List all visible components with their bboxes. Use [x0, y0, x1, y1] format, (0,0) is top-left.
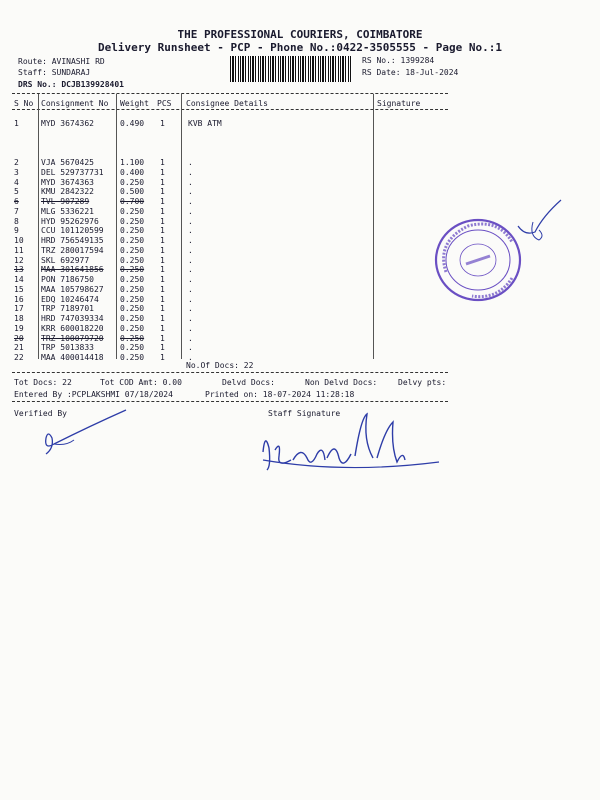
table-row	[0, 226, 440, 236]
row-pcs: 1	[160, 265, 165, 275]
delivery-stamp	[428, 212, 528, 308]
row-consignee: .	[188, 245, 193, 255]
row-sno: 12	[14, 255, 24, 265]
row-consignment-no: PON 7186750	[41, 275, 94, 284]
row-consignment-no: HRD 756549135	[41, 236, 104, 245]
row-weight: 0.250	[120, 255, 145, 265]
row-pcs: 1	[160, 158, 165, 167]
row-consignee: .	[188, 294, 193, 304]
no-of-docs: No.Of Docs: 22	[186, 361, 254, 370]
row-consignee: .	[188, 236, 193, 245]
row-weight: 0.250	[120, 353, 145, 362]
row-sno: 17	[14, 304, 24, 314]
table-row	[0, 275, 440, 285]
row-pcs: 1	[160, 314, 165, 323]
drs-number: DRS No.: DCJB139928401	[18, 80, 124, 89]
row-sno: 14	[14, 275, 24, 284]
tot-docs: Tot Docs: 22	[14, 378, 72, 387]
entered-by: Entered By :PCPLAKSHMI 07/18/2024	[14, 390, 173, 399]
rs-date: RS Date: 18-Jul-2024	[362, 68, 459, 77]
row-pcs: 1	[160, 245, 165, 255]
row-consignment-no: MAA 105798627	[41, 284, 104, 294]
table-row	[0, 256, 440, 266]
row-weight: 0.250	[120, 177, 145, 187]
row-weight: 0.250	[120, 314, 145, 323]
row-consignee: .	[188, 167, 193, 177]
row-weight: 0.500	[120, 187, 145, 197]
col-header-sno: S No	[14, 99, 34, 108]
row-consignee: .	[188, 284, 193, 294]
row-consignee: .	[188, 314, 193, 323]
table-row	[0, 178, 440, 188]
row-consignment-no: CCU 101120599	[41, 226, 104, 236]
tot-cod-amt: Tot COD Amt: 0.00	[100, 378, 182, 387]
table-row	[0, 217, 440, 227]
row-pcs: 1	[160, 284, 165, 294]
row-pcs: 1	[160, 353, 165, 362]
table-row	[0, 119, 440, 129]
row-sno: 5	[14, 187, 19, 197]
row-weight: 0.250	[120, 236, 145, 245]
row-consignee: .	[188, 226, 193, 236]
row-sno: 7	[14, 206, 19, 216]
row-pcs: 1	[160, 236, 165, 245]
table-top-rule	[12, 93, 448, 94]
non-delvd-docs: Non Delvd Docs:	[305, 378, 378, 387]
table-row	[0, 314, 440, 324]
row-weight: 0.250	[120, 245, 145, 255]
row-consignee: .	[188, 206, 193, 216]
row-consignee: .	[188, 323, 193, 333]
row-consignee: .	[188, 343, 193, 353]
table-bottom-rule	[12, 372, 448, 373]
row-sno: 22	[14, 353, 24, 362]
row-sno: 18	[14, 314, 24, 323]
table-row	[0, 334, 440, 344]
row-pcs: 1	[160, 197, 165, 206]
row-sno: 1	[14, 119, 19, 128]
row-pcs: 1	[160, 304, 165, 314]
signature-tick	[515, 196, 565, 248]
row-consignment-no: MAA 301641856	[41, 265, 104, 275]
row-sno: 3	[14, 167, 19, 177]
footer-rule	[12, 401, 448, 402]
row-sno: 4	[14, 177, 19, 187]
row-pcs: 1	[160, 323, 165, 333]
table-row	[0, 246, 440, 256]
row-consignee: .	[188, 197, 193, 206]
table-row	[0, 285, 440, 295]
table-row	[0, 265, 440, 275]
row-consignee: KVB ATM	[188, 119, 222, 128]
row-weight: 0.250	[120, 275, 145, 284]
row-sno: 2	[14, 158, 19, 167]
row-weight: 0.250	[120, 294, 145, 304]
row-consignee: .	[188, 333, 193, 343]
barcode	[230, 56, 352, 82]
row-sno: 16	[14, 294, 24, 304]
col-header-consignee: Consignee Details	[186, 99, 268, 108]
row-consignee: .	[188, 177, 193, 187]
col-header-pcs: PCS	[157, 99, 172, 108]
row-pcs: 1	[160, 187, 165, 197]
row-weight: 0.250	[120, 226, 145, 236]
row-weight: 0.700	[120, 197, 145, 206]
row-consignment-no: TRP 7189701	[41, 304, 94, 314]
verified-by-label: Verified By	[14, 409, 67, 418]
row-sno: 11	[14, 245, 24, 255]
col-header-weight: Weight	[120, 99, 149, 108]
row-pcs: 1	[160, 226, 165, 236]
row-sno: 9	[14, 226, 19, 236]
row-sno: 8	[14, 216, 19, 226]
row-pcs: 1	[160, 255, 165, 265]
row-consignee: .	[188, 265, 193, 275]
staff-label: Staff: SUNDARAJ	[18, 68, 91, 77]
row-sno: 13	[14, 265, 24, 275]
rs-number: RS No.: 1399284	[362, 56, 435, 65]
row-weight: 0.250	[120, 304, 145, 314]
row-consignment-no: EDQ 10246474	[41, 294, 99, 304]
row-consignment-no: HYD 95262976	[41, 216, 99, 226]
row-weight: 0.490	[120, 119, 145, 128]
table-row	[0, 207, 440, 217]
row-consignment-no: VJA 5670425	[41, 158, 94, 167]
row-weight: 0.250	[120, 206, 145, 216]
row-pcs: 1	[160, 294, 165, 304]
row-pcs: 1	[160, 333, 165, 343]
row-weight: 0.250	[120, 284, 145, 294]
row-consignee: .	[188, 255, 193, 265]
row-consignee: .	[188, 216, 193, 226]
table-row	[0, 197, 440, 207]
row-consignment-no: MYD 3674362	[41, 119, 94, 128]
runsheet-subtitle: Delivery Runsheet - PCP - Phone No.:0422-3505555 - Page No.:1	[98, 41, 502, 54]
row-weight: 0.250	[120, 216, 145, 226]
row-consignment-no: TRZ 100079720	[41, 333, 104, 343]
row-sno: 6	[14, 197, 19, 206]
verified-by-signature	[40, 408, 130, 456]
row-sno: 10	[14, 236, 24, 245]
table-header-rule	[12, 109, 448, 110]
row-consignment-no: SKL 692977	[41, 255, 90, 265]
row-pcs: 1	[160, 206, 165, 216]
row-consignment-no: DEL 529737731	[41, 167, 104, 177]
delvd-docs: Delvd Docs:	[222, 378, 275, 387]
row-pcs: 1	[160, 119, 165, 128]
row-consignee: .	[188, 187, 193, 197]
row-consignee: .	[188, 353, 193, 362]
row-sno: 20	[14, 333, 24, 343]
row-sno: 21	[14, 343, 24, 353]
table-row	[0, 343, 440, 353]
table-row	[0, 158, 440, 168]
row-consignee: .	[188, 275, 193, 284]
staff-signature	[255, 410, 445, 480]
row-consignment-no: TVL 907289	[41, 197, 90, 206]
row-consignee: .	[188, 304, 193, 314]
row-consignment-no: MYD 3674363	[41, 177, 94, 187]
row-consignment-no: KMU 2842322	[41, 187, 94, 197]
delvy-pts: Delvy pts:	[398, 378, 447, 387]
table-row	[0, 187, 440, 197]
route-label: Route: AVINASHI RD	[18, 57, 105, 66]
row-sno: 15	[14, 284, 24, 294]
row-weight: 1.100	[120, 158, 145, 167]
row-weight: 0.400	[120, 167, 145, 177]
row-consignment-no: MAA 400014418	[41, 353, 104, 362]
row-pcs: 1	[160, 343, 165, 353]
row-consignment-no: TRP 5013833	[41, 343, 94, 353]
row-consignment-no: KRR 600018220	[41, 323, 104, 333]
printed-on: Printed on: 18-07-2024 11:28:18	[205, 390, 355, 399]
staff-signature-label: Staff Signature	[268, 409, 341, 418]
row-weight: 0.250	[120, 323, 145, 333]
row-pcs: 1	[160, 275, 165, 284]
row-consignment-no: TRZ 280017594	[41, 245, 104, 255]
row-sno: 19	[14, 323, 24, 333]
row-weight: 0.250	[120, 265, 145, 275]
row-pcs: 1	[160, 216, 165, 226]
col-header-consignment: Consignment No	[41, 99, 109, 108]
row-pcs: 1	[160, 177, 165, 187]
table-row	[0, 236, 440, 246]
company-title: THE PROFESSIONAL COURIERS, COIMBATORE	[177, 28, 423, 41]
row-pcs: 1	[160, 167, 165, 177]
row-weight: 0.250	[120, 333, 145, 343]
table-row	[0, 295, 440, 305]
row-consignment-no: HRD 747039334	[41, 314, 104, 323]
table-row	[0, 304, 440, 314]
table-row	[0, 324, 440, 334]
row-consignment-no: MLG 5336221	[41, 206, 94, 216]
row-weight: 0.250	[120, 343, 145, 353]
col-header-signature: Signature	[377, 99, 421, 108]
table-row	[0, 168, 440, 178]
row-consignee: .	[188, 158, 193, 167]
